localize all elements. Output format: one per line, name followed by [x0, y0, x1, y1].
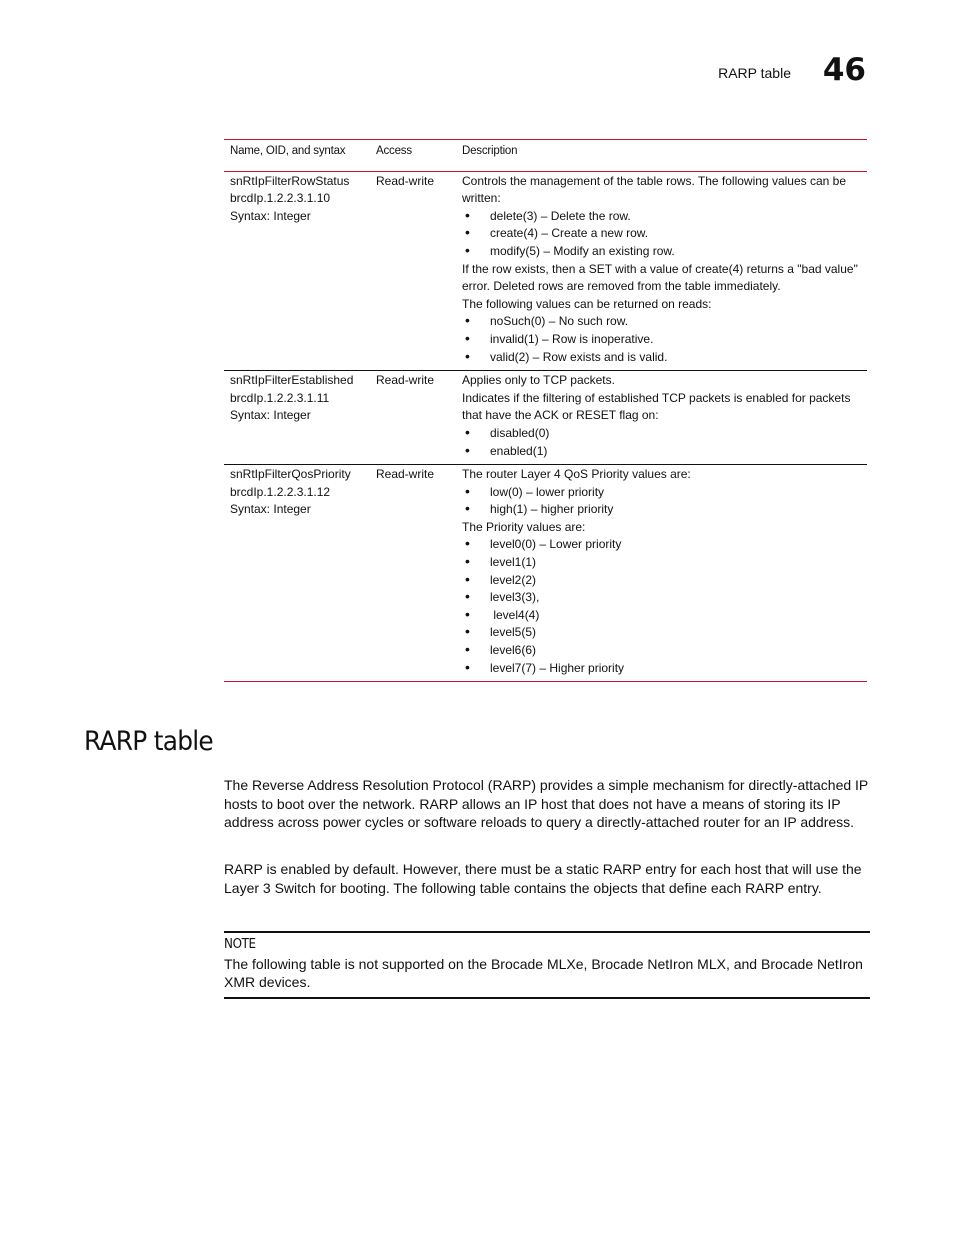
object-name-cell — [224, 171, 370, 371]
description-cell — [456, 171, 867, 371]
object-name: snRtIpFilterQosPriority — [230, 467, 351, 482]
list-item: • high(1) – higher priority — [462, 501, 861, 519]
object-oid: brcdIp.1.2.2.3.1.10 — [230, 191, 331, 206]
running-header-section-name: RARP table — [718, 65, 791, 81]
object-name: snRtIpFilterEstablished — [230, 373, 354, 388]
bullet-list — [462, 313, 861, 366]
description-text: If the row exists, then a SET with a value of create(4) returns a "bad value" error. Deleted rows are removed from the table immediately. — [462, 261, 858, 294]
list-item: • level6(6) — [462, 642, 861, 660]
list-item: • delete(3) – Delete the row. — [462, 208, 861, 226]
description-text: The following values can be returned on reads: — [462, 296, 712, 311]
table-row — [224, 171, 867, 371]
section-title: RARP table — [84, 726, 213, 757]
list-item: • modify(5) – Modify an existing row. — [462, 243, 861, 261]
description-intro: The router Layer 4 QoS Priority values are: — [462, 467, 691, 482]
list-item: • valid(2) – Row exists and is valid. — [462, 349, 861, 367]
list-item: • create(4) – Create a new row. — [462, 225, 861, 243]
note-label: NOTE — [224, 937, 256, 952]
list-item: • level4(4) — [462, 607, 861, 625]
description-cell — [456, 465, 867, 682]
body-paragraph: RARP is enabled by default. However, there must be a static RARP entry for each host that will use the Layer 3 Switch for booting. The following table contains the objects that define each RARP entry. — [224, 861, 862, 896]
access-cell: Read-write — [370, 171, 456, 371]
list-item: • level1(1) — [462, 554, 861, 572]
object-oid: brcdIp.1.2.2.3.1.11 — [230, 390, 330, 405]
mib-object-table — [224, 139, 867, 682]
access-cell: Read-write — [370, 371, 456, 465]
list-item: • low(0) – lower priority — [462, 484, 861, 502]
bullet-list — [462, 536, 861, 677]
column-header-description: Description — [456, 140, 867, 172]
object-name-cell — [224, 371, 370, 465]
list-item: • disabled(0) — [462, 425, 861, 443]
object-oid: brcdIp.1.2.2.3.1.12 — [230, 484, 331, 499]
table-row — [224, 371, 867, 465]
column-header-name: Name, OID, and syntax — [224, 140, 370, 172]
body-paragraph: The Reverse Address Resolution Protocol (RARP) provides a simple mechanism for directly-attached IP hosts to boot over the network. RARP allows an IP host that does not have a means of storing its IP address across power cycles or software reloads to query a directly-attached router for an IP address. — [224, 777, 869, 831]
object-name-cell — [224, 465, 370, 682]
description-cell — [456, 371, 867, 465]
description-text: The Priority values are: — [462, 519, 586, 534]
list-item: • level0(0) – Lower priority — [462, 536, 861, 554]
list-item: • noSuch(0) – No such row. — [462, 313, 861, 331]
note-box — [224, 931, 870, 999]
object-syntax: Syntax: Integer — [230, 408, 311, 423]
list-item: • enabled(1) — [462, 443, 861, 461]
description-text: Indicates if the filtering of established TCP packets is enabled for packets that have the ACK or RESET flag on: — [462, 390, 851, 423]
list-item: • level7(7) – Higher priority — [462, 660, 861, 678]
list-item: • level5(5) — [462, 624, 861, 642]
object-syntax: Syntax: Integer — [230, 208, 311, 223]
column-header-access: Access — [370, 140, 456, 172]
object-name: snRtIpFilterRowStatus — [230, 173, 350, 188]
access-cell: Read-write — [370, 465, 456, 682]
list-item: • level2(2) — [462, 572, 861, 590]
running-header — [600, 52, 866, 92]
bullet-list — [462, 425, 861, 460]
chapter-number: 46 — [822, 52, 866, 88]
description-intro: Controls the management of the table rows. The following values can be written: — [462, 173, 846, 206]
list-item: • level3(3), — [462, 589, 861, 607]
description-intro: Applies only to TCP packets. — [462, 373, 615, 388]
list-item: • invalid(1) – Row is inoperative. — [462, 331, 861, 349]
object-syntax: Syntax: Integer — [230, 502, 311, 517]
table-row — [224, 465, 867, 682]
bullet-list — [462, 208, 861, 261]
note-text: The following table is not supported on the Brocade MLXe, Brocade NetIron MLX, and Brocade NetIron XMR devices. — [224, 955, 863, 991]
table-header-row — [224, 140, 867, 172]
bullet-list — [462, 484, 861, 519]
